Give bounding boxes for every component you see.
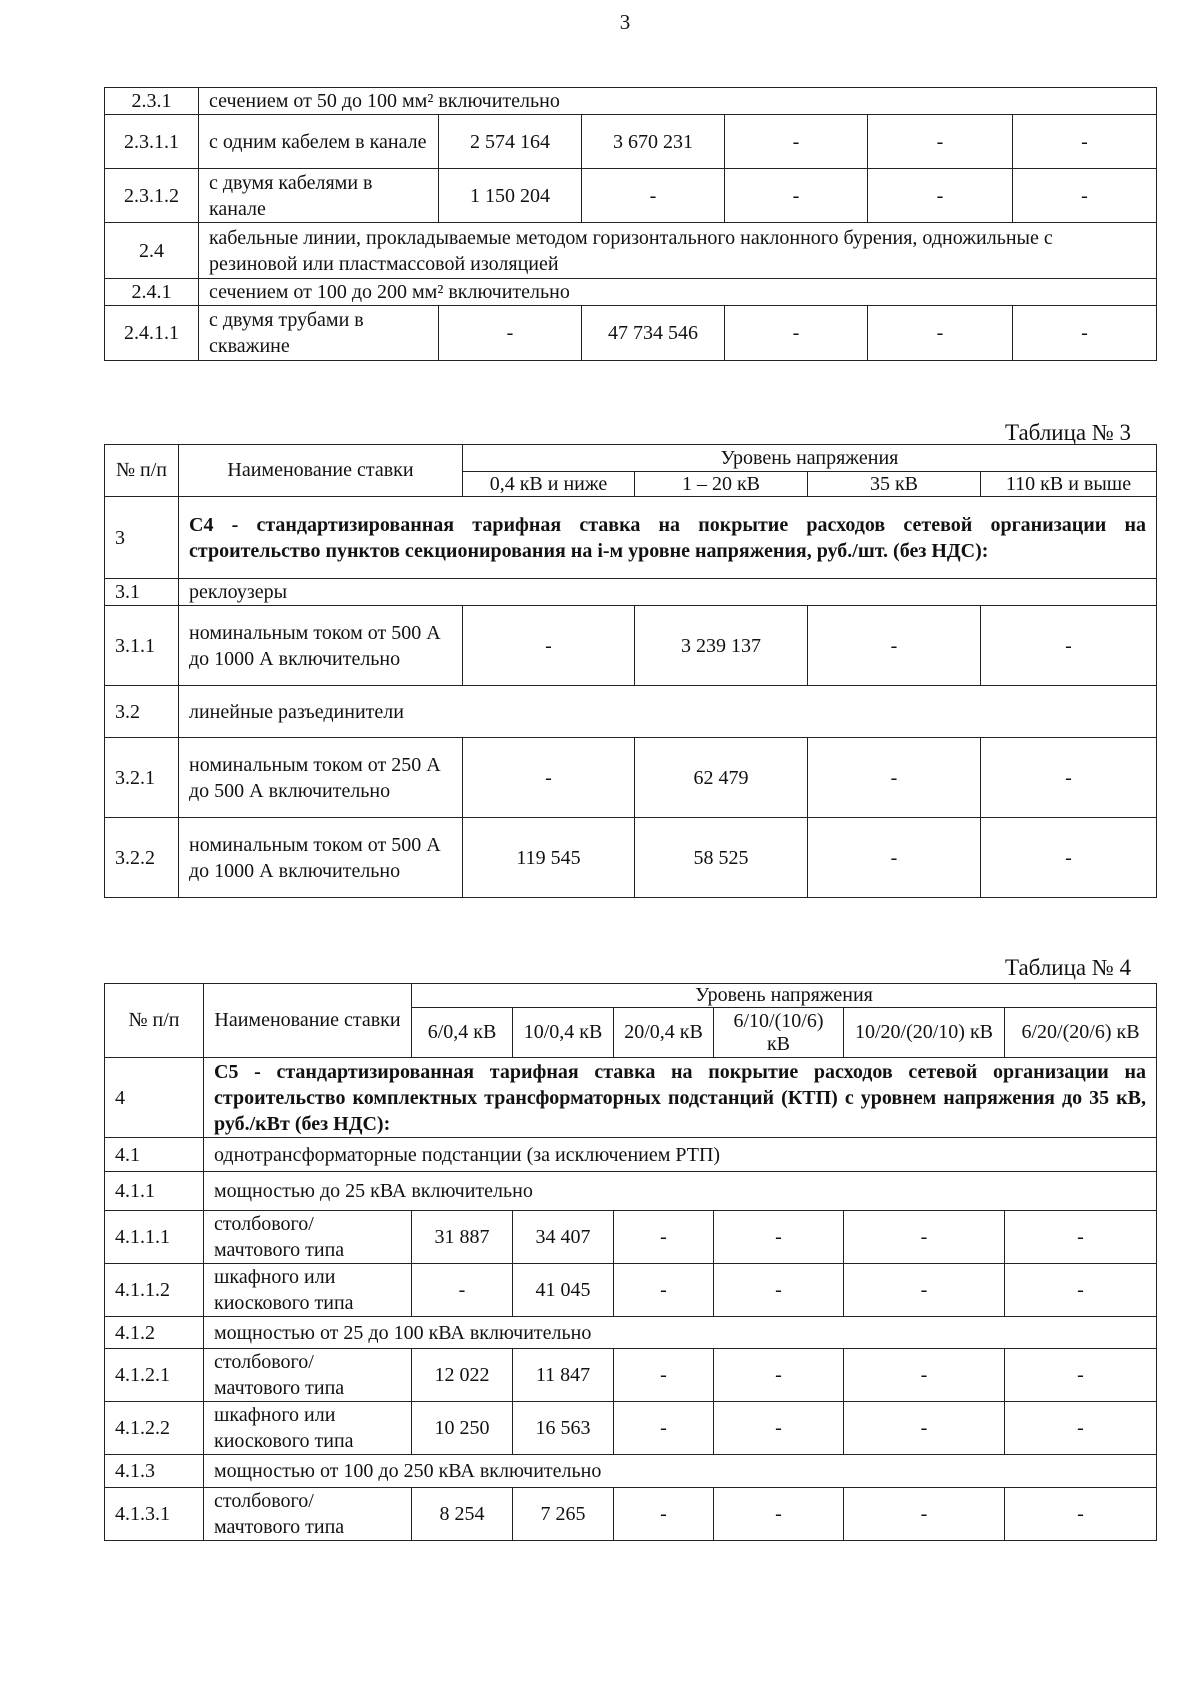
row-number: 3.2 <box>105 686 179 738</box>
value-cell: - <box>808 818 981 898</box>
value-cell: - <box>1005 1488 1157 1541</box>
page-number: 3 <box>619 10 631 34</box>
value-cell: 16 563 <box>513 1402 614 1455</box>
value-cell: - <box>1005 1264 1157 1317</box>
row-number: 2.4.1.1 <box>105 306 199 361</box>
value-cell: 31 887 <box>412 1211 513 1264</box>
value-cell: - <box>714 1264 844 1317</box>
value-cell: - <box>868 306 1013 361</box>
value-cell: 119 545 <box>463 818 635 898</box>
row-name: номинальным током от 250 А до 500 А включительно <box>179 738 463 818</box>
value-cell: - <box>1005 1349 1157 1402</box>
row-name: столбового/ мачтового типа <box>204 1488 412 1541</box>
value-cell: 10 250 <box>412 1402 513 1455</box>
value-cell: - <box>1005 1402 1157 1455</box>
row-number: 3 <box>105 497 179 579</box>
value-cell: - <box>1013 115 1157 169</box>
table-header-row <box>105 445 1157 472</box>
table-row <box>105 223 1157 279</box>
value-cell: 3 670 231 <box>582 115 725 169</box>
row-name: столбового/ мачтового типа <box>204 1211 412 1264</box>
row-number: 2.3.1 <box>105 88 199 115</box>
table-row <box>105 1138 1157 1172</box>
value-cell: - <box>808 738 981 818</box>
value-cell: - <box>714 1488 844 1541</box>
value-cell: - <box>981 738 1157 818</box>
row-number: 2.3.1.2 <box>105 169 199 223</box>
table-row <box>105 1172 1157 1211</box>
row-name: С4 - стандартизированная тарифная ставка на покрытие расходов сетевой организации на строительство пунктов секционирования на i-м уровне напряжения, руб./шт. (без НДС): <box>179 497 1157 579</box>
row-number: 4 <box>105 1058 204 1138</box>
value-cell: 1 150 204 <box>439 169 582 223</box>
value-cell: - <box>844 1488 1005 1541</box>
table-header-row <box>105 984 1157 1008</box>
value-cell: - <box>1005 1211 1157 1264</box>
row-number: 4.1 <box>105 1138 204 1172</box>
row-name: сечением от 50 до 100 мм² включительно <box>199 88 1157 115</box>
row-name: однотрансформаторные подстанции (за исключением РТП) <box>204 1138 1157 1172</box>
row-name: мощностью от 100 до 250 кВА включительно <box>204 1455 1157 1488</box>
table-row <box>105 306 1157 361</box>
row-name: кабельные линии, прокладываемые методом горизонтального наклонного бурения, одножильные с резиновой или пластмассовой изоляцией <box>199 223 1157 279</box>
value-cell: 11 847 <box>513 1349 614 1402</box>
value-cell: - <box>868 169 1013 223</box>
value-cell: - <box>439 306 582 361</box>
header-voltage: Уровень напряжения <box>412 984 1157 1008</box>
header-name: Наименование ставки <box>204 984 412 1058</box>
value-cell: - <box>614 1211 714 1264</box>
value-cell: - <box>844 1211 1005 1264</box>
table-row <box>105 1211 1157 1264</box>
value-cell: - <box>725 115 868 169</box>
value-cell: - <box>981 606 1157 686</box>
row-name: шкафного или киоскового типа <box>204 1402 412 1455</box>
table-row <box>105 686 1157 738</box>
table-row <box>105 818 1157 898</box>
header-level: 0,4 кВ и ниже <box>463 472 635 497</box>
row-number: 4.1.3 <box>105 1455 204 1488</box>
header-level: 35 кВ <box>808 472 981 497</box>
value-cell: 3 239 137 <box>635 606 808 686</box>
value-cell: - <box>725 169 868 223</box>
value-cell: - <box>1013 306 1157 361</box>
table-row <box>105 1402 1157 1455</box>
header-voltage: Уровень напряжения <box>463 445 1157 472</box>
header-level: 6/0,4 кВ <box>412 1008 513 1058</box>
header-level: 10/20/(20/10) кВ <box>844 1008 1005 1058</box>
table-row <box>105 169 1157 223</box>
value-cell: - <box>582 169 725 223</box>
value-cell: 12 022 <box>412 1349 513 1402</box>
value-cell: - <box>614 1488 714 1541</box>
header-level: 6/20/(20/6) кВ <box>1005 1008 1157 1058</box>
header-level: 20/0,4 кВ <box>614 1008 714 1058</box>
row-number: 2.3.1.1 <box>105 115 199 169</box>
value-cell: 7 265 <box>513 1488 614 1541</box>
table-row <box>105 606 1157 686</box>
row-name: с двумя кабелями в канале <box>199 169 439 223</box>
row-number: 4.1.3.1 <box>105 1488 204 1541</box>
value-cell: 47 734 546 <box>582 306 725 361</box>
header-num: № п/п <box>105 445 179 497</box>
table-4 <box>104 983 1157 1541</box>
table-row <box>105 579 1157 606</box>
row-name: мощностью от 25 до 100 кВА включительно <box>204 1317 1157 1349</box>
header-level: 1 – 20 кВ <box>635 472 808 497</box>
row-name: реклоузеры <box>179 579 1157 606</box>
value-cell: - <box>844 1349 1005 1402</box>
header-level: 6/10/(10/6) кВ <box>714 1008 844 1058</box>
row-number: 3.1 <box>105 579 179 606</box>
value-cell: - <box>463 606 635 686</box>
row-name: С5 - стандартизированная тарифная ставка на покрытие расходов сетевой организации на строительство комплектных трансформаторных подстанций (КТП) с уровнем напряжения до 35 кВ, руб./кВт (без НДС): <box>204 1058 1157 1138</box>
value-cell: 34 407 <box>513 1211 614 1264</box>
table-3 <box>104 444 1157 898</box>
row-number: 4.1.2.1 <box>105 1349 204 1402</box>
row-name: с одним кабелем в канале <box>199 115 439 169</box>
table-row <box>105 1455 1157 1488</box>
table-row <box>105 115 1157 169</box>
header-level: 10/0,4 кВ <box>513 1008 614 1058</box>
value-cell: - <box>844 1264 1005 1317</box>
value-cell: - <box>412 1264 513 1317</box>
value-cell: 2 574 164 <box>439 115 582 169</box>
value-cell: - <box>808 606 981 686</box>
row-name: шкафного или киоскового типа <box>204 1264 412 1317</box>
table-row <box>105 1488 1157 1541</box>
row-name: столбового/ мачтового типа <box>204 1349 412 1402</box>
row-number: 4.1.2 <box>105 1317 204 1349</box>
table-row <box>105 88 1157 115</box>
table-row <box>105 279 1157 306</box>
row-name: номинальным током от 500 А до 1000 А включительно <box>179 818 463 898</box>
value-cell: - <box>714 1349 844 1402</box>
table-4-caption: Таблица № 4 <box>1005 955 1132 980</box>
table-row <box>105 1264 1157 1317</box>
value-cell: - <box>463 738 635 818</box>
row-name: с двумя трубами в скважине <box>199 306 439 361</box>
table-row <box>105 1349 1157 1402</box>
row-name: номинальным током от 500 А до 1000 А включительно <box>179 606 463 686</box>
table-row <box>105 497 1157 579</box>
row-name: мощностью до 25 кВА включительно <box>204 1172 1157 1211</box>
row-number: 4.1.1.2 <box>105 1264 204 1317</box>
value-cell: - <box>714 1211 844 1264</box>
row-name: сечением от 100 до 200 мм² включительно <box>199 279 1157 306</box>
table-row <box>105 1058 1157 1138</box>
value-cell: - <box>614 1264 714 1317</box>
table-row <box>105 738 1157 818</box>
row-name: линейные разъединители <box>179 686 1157 738</box>
value-cell: - <box>725 306 868 361</box>
value-cell: - <box>614 1402 714 1455</box>
table-2-continuation <box>104 87 1157 361</box>
header-level: 110 кВ и выше <box>981 472 1157 497</box>
row-number: 3.1.1 <box>105 606 179 686</box>
value-cell: - <box>614 1349 714 1402</box>
row-number: 3.2.1 <box>105 738 179 818</box>
row-number: 4.1.1 <box>105 1172 204 1211</box>
value-cell: - <box>981 818 1157 898</box>
value-cell: - <box>1013 169 1157 223</box>
row-number: 3.2.2 <box>105 818 179 898</box>
value-cell: 62 479 <box>635 738 808 818</box>
row-number: 4.1.1.1 <box>105 1211 204 1264</box>
row-number: 2.4 <box>105 223 199 279</box>
value-cell: 41 045 <box>513 1264 614 1317</box>
table-3-caption: Таблица № 3 <box>1005 420 1132 445</box>
table-row <box>105 1317 1157 1349</box>
value-cell: 8 254 <box>412 1488 513 1541</box>
header-name: Наименование ставки <box>179 445 463 497</box>
value-cell: - <box>868 115 1013 169</box>
header-num: № п/п <box>105 984 204 1058</box>
row-number: 2.4.1 <box>105 279 199 306</box>
value-cell: 58 525 <box>635 818 808 898</box>
row-number: 4.1.2.2 <box>105 1402 204 1455</box>
value-cell: - <box>844 1402 1005 1455</box>
value-cell: - <box>714 1402 844 1455</box>
